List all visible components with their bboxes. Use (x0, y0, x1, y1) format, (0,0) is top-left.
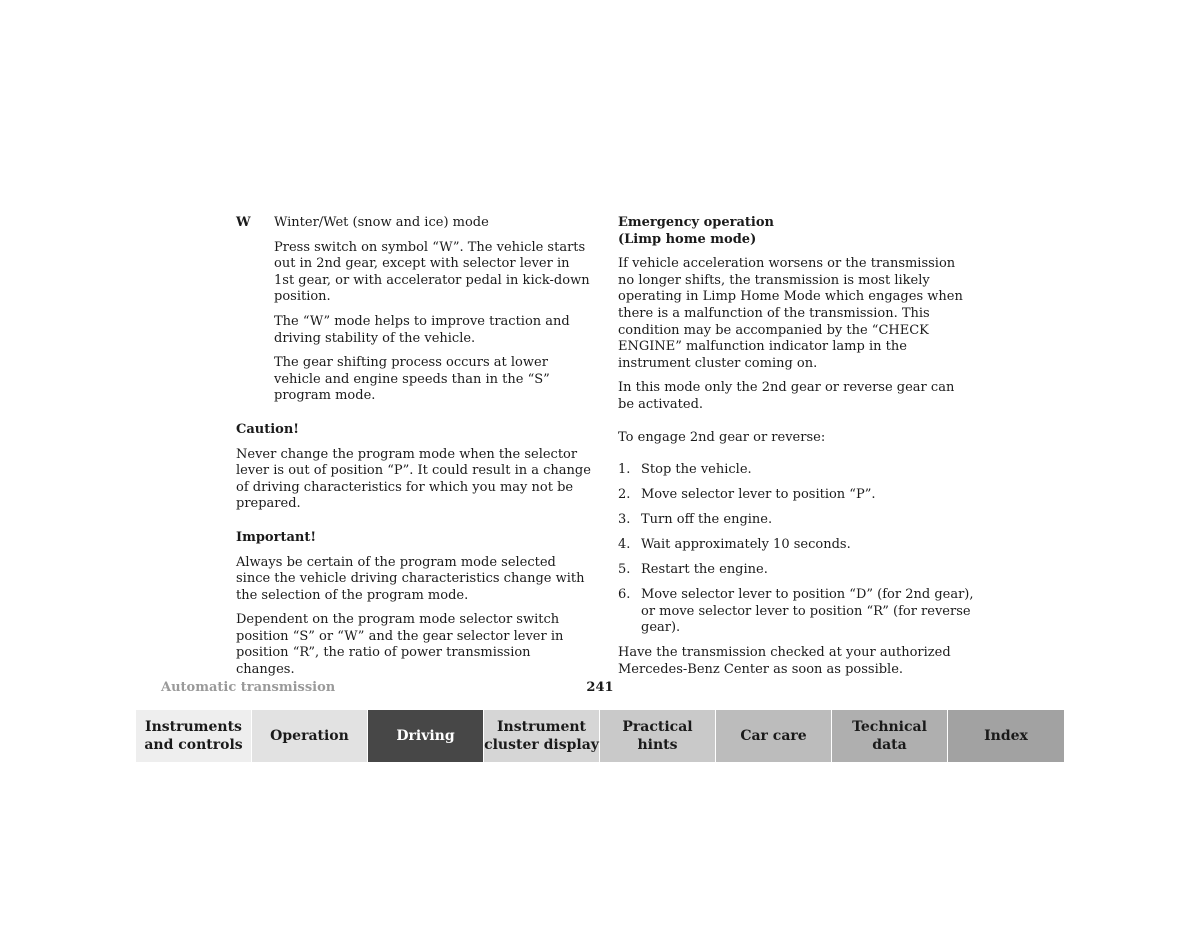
step-number: 2. (618, 487, 631, 503)
step-text: Move selector lever to position “D” (for 2nd gear), or move selector lever to position “R” (for reverse gear). (641, 587, 974, 636)
tab-practical-hints[interactable] (600, 710, 716, 762)
step-number: 4. (618, 537, 631, 553)
steps-intro: To engage 2nd gear or reverse: (618, 429, 826, 445)
tab-label: Index (984, 728, 1028, 744)
closing-paragraph: Have the transmission checked at your authorized Mercedes-Benz Center as soon as possible. (618, 645, 951, 677)
step-text: Move selector lever to position “P”. (641, 487, 876, 503)
step-number: 5. (618, 562, 631, 578)
winter-mode-body (274, 215, 592, 405)
section-heading (618, 215, 974, 248)
step-text: Restart the engine. (641, 562, 768, 578)
important-paragraph: Dependent on the program mode selector switch position “S” or “W” and the gear selector lever in position “R”, the ratio of power transmission changes. (236, 612, 564, 678)
tab-driving[interactable] (368, 710, 484, 762)
body-paragraph: In this mode only the 2nd gear or reverse gear can be activated. (618, 380, 955, 412)
caution-text: Never change the program mode when the selector lever is out of position “P”. It could result in a change of driving characteristics for which you may not be prepared. (236, 446, 591, 512)
step-number: 3. (618, 512, 631, 528)
winter-mode-item (236, 215, 592, 405)
steps-list (618, 462, 974, 637)
tab-instruments-and-controls[interactable] (136, 710, 252, 762)
chapter-nav (136, 710, 1064, 762)
step-text: Stop the vehicle. (641, 462, 752, 478)
step-number: 1. (618, 462, 631, 478)
tab-label: Instruments and controls (144, 719, 243, 753)
tab-car-care[interactable] (716, 710, 832, 762)
winter-mode-paragraph: Press switch on symbol “W”. The vehicle starts out in 2nd gear, except with selector lever in 1st gear, or with accelerator pedal in kick-down position. (274, 239, 590, 305)
mode-letter: W (236, 215, 251, 230)
page-number: 241 (586, 680, 614, 695)
important-paragraph: Always be certain of the program mode selected since the vehicle driving characteristics change with the selection of the program mode. (236, 554, 585, 603)
caution-heading: Caution! (236, 421, 299, 437)
tab-label: Instrument cluster display (484, 719, 599, 753)
tab-label: Technical data (852, 719, 927, 753)
tab-label: Operation (270, 728, 349, 744)
tab-instrument-cluster-display[interactable] (484, 710, 600, 762)
tab-label: Driving (396, 728, 455, 744)
winter-mode-title: Winter/Wet (snow and ice) mode (274, 215, 489, 230)
right-column (618, 215, 974, 678)
list-item (618, 487, 974, 504)
section-heading-line: Emergency operation (618, 215, 774, 230)
step-text: Turn off the engine. (641, 512, 773, 528)
left-column (236, 215, 592, 679)
tab-label: Practical hints (622, 719, 693, 753)
winter-mode-paragraph: The “W” mode helps to improve traction and driving stability of the vehicle. (274, 313, 570, 346)
tab-index[interactable] (948, 710, 1064, 762)
tab-technical-data[interactable] (832, 710, 948, 762)
footer-section-title: Automatic transmission (161, 680, 336, 695)
list-item (618, 462, 974, 479)
important-heading: Important! (236, 529, 317, 545)
step-text: Wait approximately 10 seconds. (641, 537, 851, 553)
list-item (618, 587, 974, 637)
list-item (618, 562, 974, 579)
list-item (618, 537, 974, 554)
list-item (618, 512, 974, 529)
section-heading-line: (Limp home mode) (618, 231, 757, 247)
step-number: 6. (618, 587, 631, 603)
tab-operation[interactable] (252, 710, 368, 762)
winter-mode-paragraph: The gear shifting process occurs at lower vehicle and engine speeds than in the “S” program mode. (274, 355, 550, 404)
tab-label: Car care (740, 728, 807, 744)
body-paragraph: If vehicle acceleration worsens or the transmission no longer shifts, the transmission is most likely operating in Limp Home Mode which engages when there is a malfunction of the transmission. This condition may be accompanied by the “CHECK ENGINE” malfunction indicator lamp in the instrument cluster coming on. (618, 256, 963, 371)
